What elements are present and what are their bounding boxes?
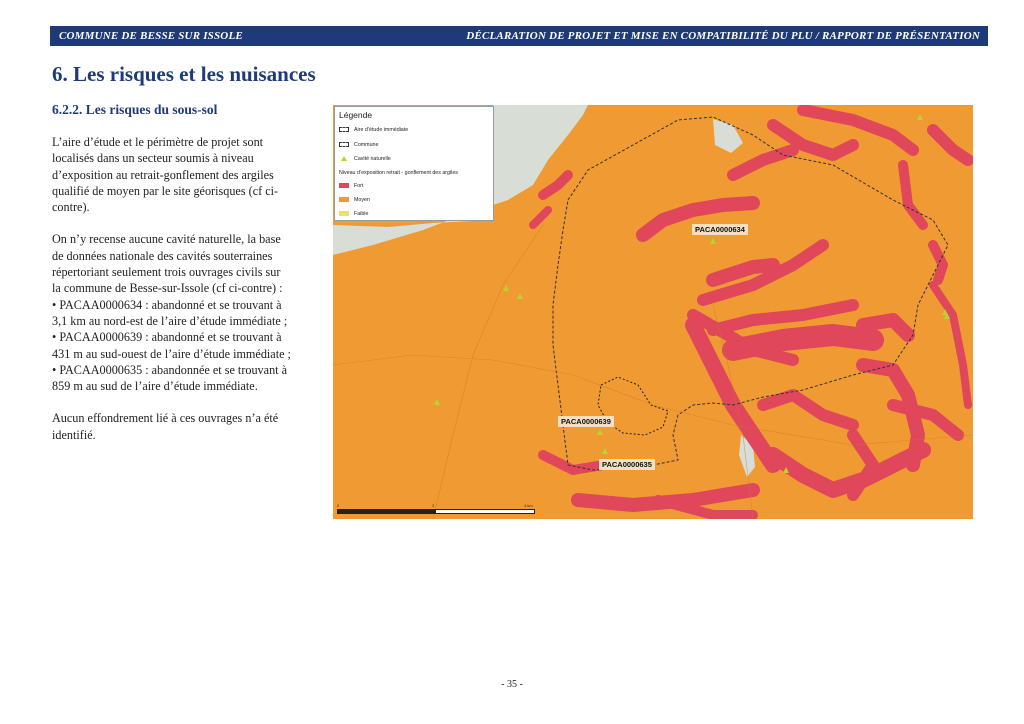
legend-label: Aire d’étude immédiate <box>354 127 409 133</box>
text-line: localisés dans un secteur soumis à niveau <box>52 151 254 166</box>
legend-row <box>339 211 368 217</box>
text-line: de données nationale des cavités souterraines <box>52 248 273 263</box>
text-line: d’exposition au retrait-gonflement des argiles <box>52 167 274 182</box>
dashed-square-icon <box>339 142 349 147</box>
legend-row <box>339 156 391 162</box>
legend-row <box>339 170 458 176</box>
color-swatch-fort <box>339 183 349 188</box>
text-line: 859 m au sud de l’aire d’étude immédiate. <box>52 379 258 394</box>
section-title: 6. Les risques et les nuisances <box>52 62 316 86</box>
header-commune: COMMUNE DE BESSE SUR ISSOLE <box>59 30 243 42</box>
text-line: la commune de Besse-sur-Issole (cf ci-contre) : <box>52 281 283 296</box>
header-bar <box>50 26 988 46</box>
body-text <box>52 134 311 459</box>
map-label-paca0000639: PACA0000639 <box>558 416 614 427</box>
color-swatch-moyen <box>339 197 349 202</box>
paragraph-1 <box>52 134 311 215</box>
list-item: • PACAA0000634 : abandonné et se trouvant à <box>52 297 282 312</box>
list-item: • PACAA0000635 : abandonnée et se trouvant à <box>52 362 288 377</box>
scale-bar-line <box>337 509 535 514</box>
text-line: 3,1 km au nord-est de l’aire d’étude immédiate ; <box>52 313 288 328</box>
text-line: Aucun effondrement lié à ces ouvrages n’a été <box>52 411 279 426</box>
paragraph-3 <box>52 410 311 443</box>
text-line: On n’y recense aucune cavité naturelle, la base <box>52 232 281 247</box>
legend-label: Niveau d’exposition retrait - gonflement des argiles <box>339 170 458 176</box>
map-label-paca0000634: PACA0000634 <box>692 224 748 235</box>
header-document-title: DÉCLARATION DE PROJET ET MISE EN COMPATIBILITÉ DU PLU / RAPPORT DE PRÉSENTATION <box>466 30 980 42</box>
text-line: répertoriant seulement trois ouvrages civils sur <box>52 265 281 280</box>
legend-label: Moyen <box>354 197 370 203</box>
triangle-icon <box>341 156 347 161</box>
text-line: qualifié de moyen par le site géorisques (cf ci- <box>52 183 279 198</box>
color-swatch-faible <box>339 211 349 216</box>
paragraph-2 <box>52 231 311 394</box>
legend-row <box>339 127 408 133</box>
scale-bar <box>337 504 533 514</box>
subsection-title: 6.2.2. Les risques du sous-sol <box>52 102 218 117</box>
scale-tick-label: 4 km <box>524 503 533 508</box>
legend-label: Fort <box>354 183 364 189</box>
legend-label: Cavité naturelle <box>354 156 391 162</box>
scale-tick-label: 0 <box>337 503 340 508</box>
map-legend <box>334 106 494 221</box>
scale-tick-label: 2 <box>432 503 435 508</box>
page-number: - 35 - <box>501 679 523 690</box>
text-line: identifié. <box>52 427 96 442</box>
legend-row <box>339 197 370 203</box>
list-item: • PACAA0000639 : abandonné et se trouvant à <box>52 330 282 345</box>
legend-label: Faible <box>354 211 369 217</box>
text-line: 431 m au sud-ouest de l’aire d’étude immédiate ; <box>52 346 291 361</box>
text-line: L’aire d’étude et le périmètre de projet sont <box>52 135 264 149</box>
legend-label: Commune <box>354 142 379 148</box>
legend-row <box>339 183 363 189</box>
legend-title: Légende <box>339 110 373 120</box>
map-label-paca0000635: PACA0000635 <box>599 459 655 470</box>
dashed-square-icon <box>339 127 349 132</box>
text-line: contre). <box>52 200 90 215</box>
risk-map <box>333 105 973 519</box>
legend-row <box>339 142 378 148</box>
